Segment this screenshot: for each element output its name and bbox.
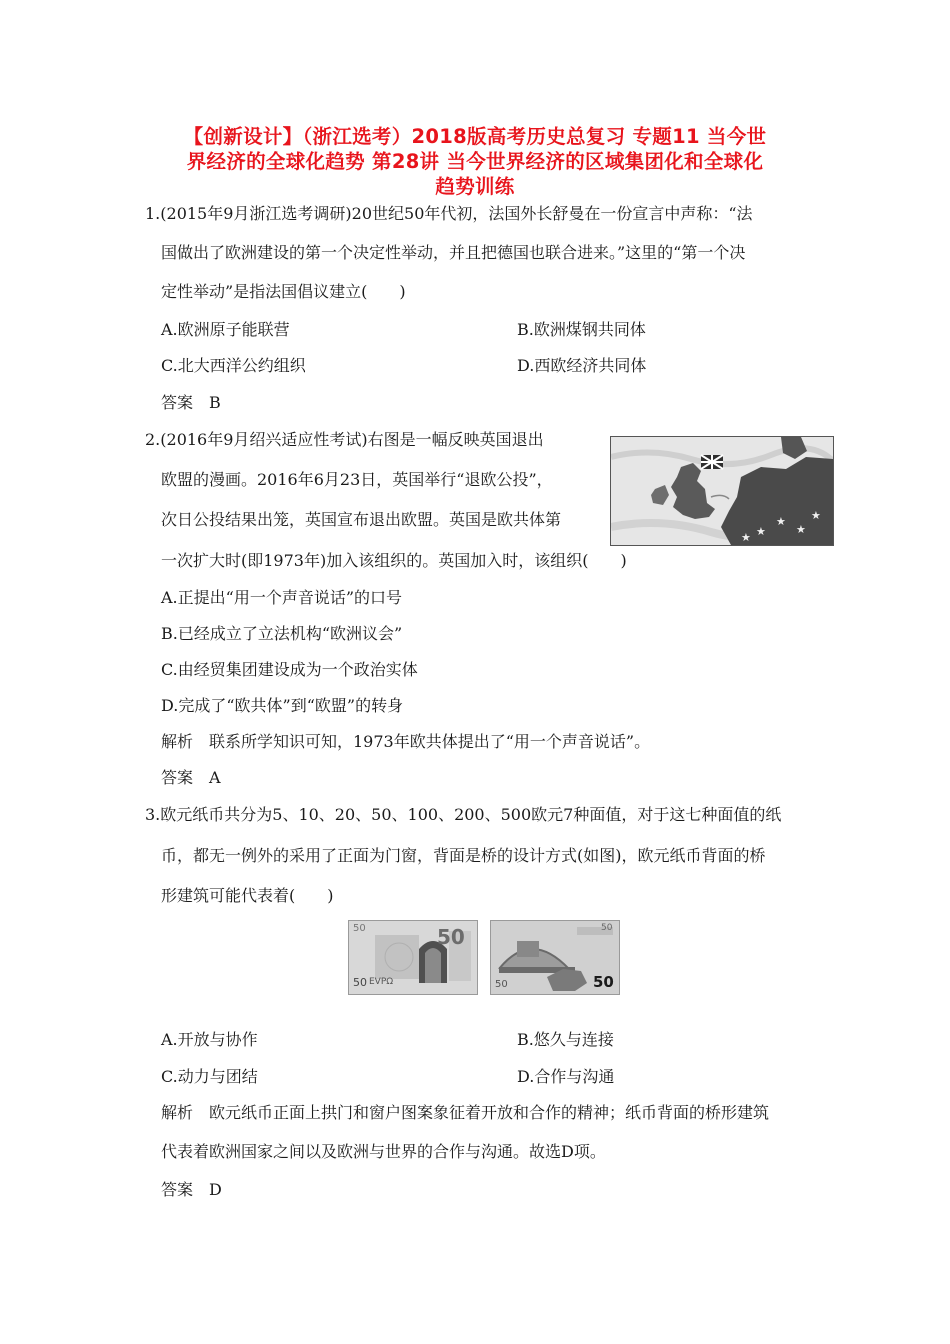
q1-answer: 答案 B (161, 393, 221, 412)
brexit-cartoon-image (610, 436, 834, 546)
back-denomination: 50 (601, 923, 613, 933)
q2-stem-line-2: 欧盟的漫画。2016年6月23日，英国举行“退欧公投”， (161, 470, 553, 489)
q1-option-a: A.欧洲原子能联营 (161, 320, 290, 339)
q3-analysis-line-1: 解析 欧元纸币正面上拱门和窗户图案象征着开放和合作的精神；纸币背面的桥形建筑 (161, 1103, 770, 1122)
q3-option-a: A.开放与协作 (161, 1030, 258, 1049)
euro-banknote-back-image (490, 920, 620, 995)
svg-text:★: ★ (776, 515, 786, 528)
q1-option-c: C.北大西洋公约组织 (161, 356, 306, 375)
q1-stem-line-3: 定性举动”是指法国倡议建立( ) (161, 282, 406, 301)
svg-text:★: ★ (741, 531, 751, 544)
back-denomination-small: 50 (495, 979, 508, 990)
front-currency-code: EVPΩ (369, 977, 394, 987)
front-denomination-large: 50 (437, 925, 465, 949)
euro-banknote-front-image (348, 920, 478, 995)
title-line-2: 界经济的全球化趋势 第28讲 当今世界经济的区域集团化和全球化 (186, 150, 764, 173)
q1-option-d: D.西欧经济共同体 (517, 356, 647, 375)
q2-stem-line-4: 一次扩大时(即1973年)加入该组织的。英国加入时，该组织( ) (161, 551, 627, 570)
svg-text:★: ★ (756, 525, 766, 538)
q3-option-d: D.合作与沟通 (517, 1067, 615, 1086)
q1-option-b: B.欧洲煤钢共同体 (517, 320, 646, 339)
q2-option-a: A.正提出“用一个声音说话”的口号 (161, 588, 403, 607)
q2-stem-line-3: 次日公投结果出笼，英国宣布退出欧盟。英国是欧共体第 (161, 510, 562, 529)
svg-text:★: ★ (796, 523, 806, 536)
q3-option-b: B.悠久与连接 (517, 1030, 614, 1049)
back-bottom-denomination: 50 (593, 973, 614, 991)
front-denomination: 50 (353, 923, 366, 934)
title-line-3: 趋势训练 (435, 175, 515, 198)
q1-stem-line-1: 1.(2015年9月浙江选考调研)20世纪50年代初，法国外长舒曼在一份宣言中声称：“法 (145, 204, 753, 223)
q2-option-b: B.已经成立了立法机构“欧洲议会” (161, 624, 403, 643)
q3-option-c: C.动力与团结 (161, 1067, 258, 1086)
title-line-1: 【创新设计】（浙江选考）2018版高考历史总复习 专题11 当今世 (183, 125, 767, 148)
q3-stem-line-3: 形建筑可能代表着( ) (161, 886, 334, 905)
q2-analysis: 解析 联系所学知识可知，1973年欧共体提出了“用一个声音说话”。 (161, 732, 651, 751)
q3-answer: 答案 D (161, 1180, 222, 1199)
q2-stem-line-1: 2.(2016年9月绍兴适应性考试)右图是一幅反映英国退出 (145, 430, 544, 449)
q2-answer: 答案 A (161, 768, 221, 787)
svg-text:★: ★ (811, 509, 821, 522)
q2-option-d: D.完成了“欧共体”到“欧盟”的转身 (161, 696, 404, 715)
q2-option-c: C.由经贸集团建设成为一个政治实体 (161, 660, 418, 679)
document-title (140, 124, 810, 199)
q3-analysis-line-2: 代表着欧洲国家之间以及欧洲与世界的合作与沟通。故选D项。 (161, 1142, 606, 1161)
q3-stem-line-1: 3.欧元纸币共分为5、10、20、50、100、200、500欧元7种面值，对于这七种面值的纸 (145, 805, 782, 824)
q1-stem-line-2: 国做出了欧洲建设的第一个决定性举动，并且把德国也联合进来。”这里的“第一个决 (161, 243, 746, 262)
brexit-cartoon-drawing (611, 437, 833, 545)
front-bottom-denomination: 50 (353, 976, 367, 989)
q3-stem-line-2: 币，都无一例外的采用了正面为门窗，背面是桥的设计方式(如图)，欧元纸币背面的桥 (161, 846, 766, 865)
